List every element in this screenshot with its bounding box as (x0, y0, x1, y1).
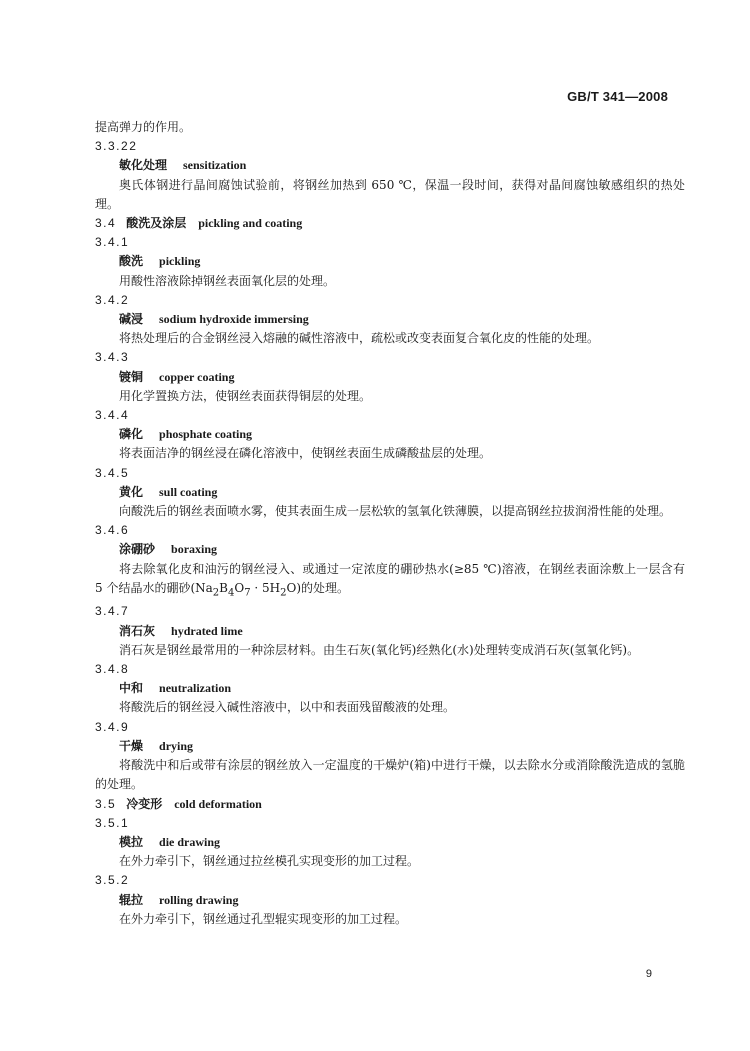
clause-number-3-4-5: 3.4.5 (95, 465, 130, 480)
continuation-line: 提高弹力的作用。 (95, 120, 192, 134)
term-3-4-6 (95, 540, 685, 559)
term-zh: 中和 (119, 681, 144, 696)
definition-3-4-1: 用酸性溶液除掉钢丝表面氧化层的处理。 (119, 273, 336, 288)
clause-number-3-4-4: 3.4.4 (95, 408, 130, 423)
term-en: boraxing (171, 542, 218, 557)
term-3-4-1 (95, 252, 685, 271)
page-number: 9 (645, 968, 652, 980)
section-number: 3.5 (95, 796, 117, 811)
formula-part: · 5H (250, 580, 281, 595)
definition-3-5-2: 在外力牵引下，钢丝通过孔型辊实现变形的加工过程。 (119, 911, 408, 926)
definition-3-4-6 (95, 560, 685, 603)
section-title-zh: 冷变形 (126, 796, 163, 811)
term-zh: 涂硼砂 (119, 542, 156, 557)
clause-number-3-4-9: 3.4.9 (95, 719, 130, 734)
term-en: sensitization (183, 158, 247, 173)
term-3-4-7 (95, 622, 685, 641)
definition-3-4-2: 将热处理后的合金钢丝浸入熔融的碱性溶液中，疏松或改变表面复合氧化皮的性能的处理。 (119, 331, 600, 346)
clause-number-3-4-3: 3.4.3 (95, 350, 130, 365)
term-zh: 镀铜 (119, 369, 144, 384)
term-zh: 碱浸 (119, 312, 144, 327)
section-title-en: cold deformation (174, 796, 262, 811)
term-3-5-2 (95, 891, 685, 910)
definition-3-4-9: 将酸洗中和后或带有涂层的钢丝放入一定温度的干燥炉(箱)中进行干燥，以去除水分或消除酸洗造成的氢脆的处理。 (95, 758, 685, 792)
formula-part: O (234, 580, 245, 595)
section-number: 3.4 (95, 216, 117, 231)
term-3-4-8 (95, 679, 685, 698)
formula-part: B (219, 580, 228, 595)
formula-subscript: 2 (212, 587, 220, 599)
term-en: rolling drawing (159, 892, 239, 907)
term-en: drying (159, 738, 194, 753)
definition-3-4-8: 将酸洗后的钢丝浸入碱性溶液中，以中和表面残留酸液的处理。 (119, 700, 456, 715)
term-zh: 酸洗 (119, 254, 144, 269)
clause-number-3-3-22: 3.3.22 (95, 139, 138, 154)
term-en: pickling (159, 254, 201, 269)
definition-text-b: O)的处理。 (286, 580, 350, 595)
term-3-3-22 (95, 156, 685, 175)
definition-text-a: 将去除氧化皮和油污的钢丝浸入、或通过一定浓度的硼砂热水(≥85 ℃)溶液，在钢丝表面涂敷上一层含有 5 个结晶水的硼砂(Na (95, 561, 685, 595)
term-en: copper coating (159, 369, 235, 384)
term-3-4-5 (95, 483, 685, 502)
term-zh: 磷化 (119, 427, 144, 442)
definition-3-3-22: 奥氏体钢进行晶间腐蚀试验前，将钢丝加热到 650 ℃，保温一段时间，获得对晶间腐蚀敏感组织的热处理。 (95, 177, 685, 211)
term-3-5-1 (95, 833, 685, 852)
clause-number-3-4-8: 3.4.8 (95, 662, 130, 677)
clause-number-3-4-1: 3.4.1 (95, 235, 130, 250)
definition-3-4-4: 将表面洁净的钢丝浸在磷化溶液中，使钢丝表面生成磷酸盐层的处理。 (119, 446, 492, 461)
definition-3-4-5: 向酸洗后的钢丝表面喷水雾，使其表面生成一层松软的氢氧化铁薄膜，以提高钢丝拉拔润滑性能的处理。 (119, 504, 672, 519)
definition-3-5-1: 在外力牵引下，钢丝通过拉丝模孔实现变形的加工过程。 (119, 854, 420, 869)
section-heading-3-4 (95, 214, 685, 233)
term-zh: 辊拉 (119, 892, 144, 907)
formula-subscript: 4 (228, 587, 235, 599)
term-en: phosphate coating (159, 427, 253, 442)
term-zh: 黄化 (119, 484, 144, 499)
document-body (95, 118, 685, 929)
formula-subscript: 2 (280, 587, 287, 599)
term-zh: 敏化处理 (119, 158, 168, 173)
clause-number-3-5-1: 3.5.1 (95, 815, 130, 830)
definition-3-4-7: 消石灰是钢丝最常用的一种涂层材料。由生石灰(氧化钙)经熟化(水)处理转变成消石灰(氢氧化钙)。 (119, 642, 640, 657)
section-heading-3-5 (95, 795, 685, 814)
term-3-4-4 (95, 425, 685, 444)
definition-3-4-3: 用化学置换方法，使钢丝表面获得铜层的处理。 (119, 388, 372, 403)
term-zh: 模拉 (119, 834, 144, 849)
term-en: sull coating (159, 484, 218, 499)
term-3-4-9 (95, 737, 685, 756)
section-title-zh: 酸洗及涂层 (126, 216, 187, 231)
term-en: hydrated lime (171, 623, 243, 638)
standard-code: GB/T 341—2008 (567, 89, 668, 104)
term-zh: 消石灰 (119, 623, 156, 638)
term-en: sodium hydroxide immersing (159, 312, 309, 327)
section-title-en: pickling and coating (198, 216, 303, 231)
term-3-4-3 (95, 368, 685, 387)
clause-number-3-4-2: 3.4.2 (95, 292, 130, 307)
clause-number-3-5-2: 3.5.2 (95, 873, 130, 888)
clause-number-3-4-6: 3.4.6 (95, 523, 130, 538)
clause-number-3-4-7: 3.4.7 (95, 604, 130, 619)
formula-subscript: 7 (244, 587, 251, 599)
term-3-4-2 (95, 310, 685, 329)
term-en: neutralization (159, 681, 232, 696)
term-zh: 干燥 (119, 738, 144, 753)
term-en: die drawing (159, 834, 221, 849)
